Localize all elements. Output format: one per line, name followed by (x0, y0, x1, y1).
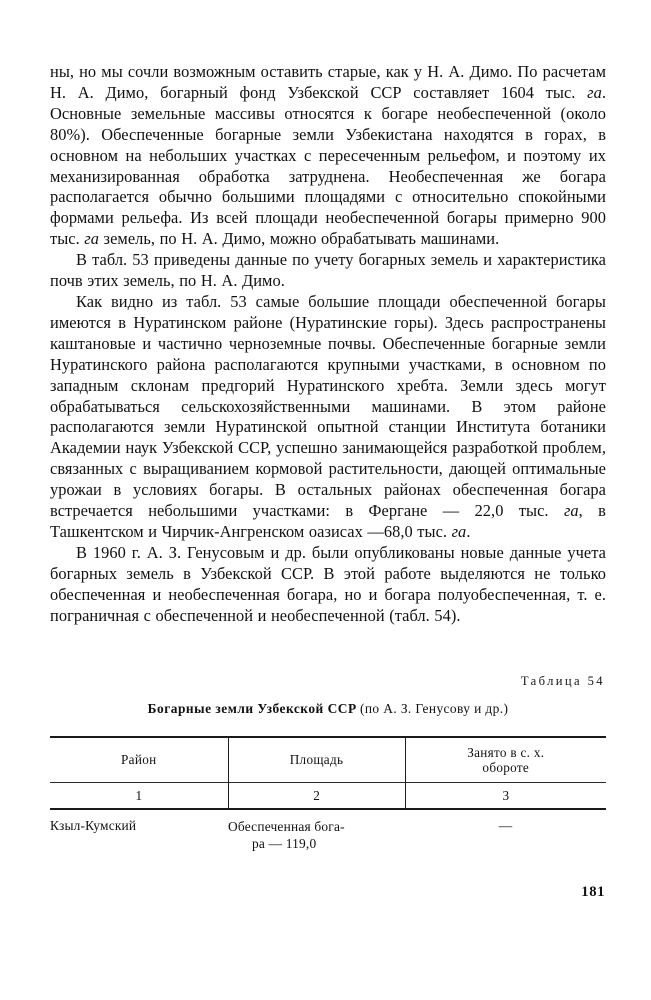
table-header-block (50, 736, 606, 810)
table-cell-area-line2: ра — 119,0 (252, 836, 317, 851)
table-cell-region: Кзыл-Кумский (50, 818, 137, 833)
table-caption-title: Богарные земли Узбекской ССР (147, 701, 357, 716)
paragraph-3 (50, 292, 606, 543)
table-cell-area (228, 818, 405, 852)
table-column-number-2: 2 (228, 783, 405, 810)
table-cell-occupied: — (498, 818, 513, 833)
table-column-number-3: 3 (405, 783, 606, 810)
paragraph-3-part-a: Как видно из табл. 53 самые большие площади обеспеченной богары имеются в Нуратинском районе (Нуратинские горы). Здесь распространены каштановые и частично черноземные почвы. Обеспеченные богарные земли Нуратинского района располагаются крупными участками, в основном по западным склонам предгорий Нуратинского хребта. Земли здесь могут обрабатываться сельскохозяйственными машинами. В этом районе располагаются земли Нуратинской опытной станции Института ботаники Академии наук Узбекской ССР, успешно занимающейся разработкой проблем, связанных с выращиванием кормовой растительности, дающей оптимальные урожаи в условиях богары. В остальных районах обеспеченная богара встречается небольшими участками: в Фергане — 22,0 тыс. (50, 291, 606, 521)
paragraph-2: В табл. 53 приведены данные по учету богарных земель и характеристика почв этих земель, по Н. А. Димо. (50, 250, 606, 291)
table-header-area: Площадь (228, 737, 405, 783)
table-body-block (50, 818, 606, 852)
unit-ga-italic-1: га (587, 82, 602, 102)
paragraph-1-part-b: . Основные земельные массивы относятся к богаре необеспеченной (около 80%). Обеспеченные богарные земли Узбекистана находятся в горах, в основном на небольших участках с пересеченным рельефом, и поэтому их механизированная обработка затруднена. Необеспеченная же богара располагается обычно большими площадями с относительно спокойными формами рельефа. Из всей площади необеспеченной богары примерно 900 тыс. (50, 82, 606, 249)
table-body-table (50, 818, 606, 852)
paragraph-3-part-c: . (466, 521, 471, 541)
table-head (50, 736, 606, 810)
paragraph-1 (50, 62, 606, 250)
table-header-occupied-line2: обороте (482, 760, 530, 775)
table-bottom-rule-3 (405, 809, 606, 810)
table-caption (50, 701, 606, 717)
table-caption-source: (по А. З. Генусову и др.) (359, 701, 509, 716)
unit-ga-italic-4: га (451, 521, 467, 541)
paragraph-4: В 1960 г. А. З. Генусовым и др. были опубликованы новые данные учета богарных земель в Узбекской ССР. В этой работе выделяются не только обеспеченная и необеспеченная богара, но и богара полуобеспеченная, т. е. пограничная с обеспеченной и необеспеченной (табл. 54). (50, 542, 606, 625)
body-text-block (50, 62, 606, 626)
paragraph-3-part-b: , в Ташкентском и Чирчик-Ангренском оазисах —68,0 тыс. (50, 501, 606, 541)
unit-ga-italic-3: га (563, 501, 579, 521)
page-number: 181 (581, 884, 605, 900)
table-bottom-rule-row (50, 809, 606, 810)
table-column-number-row (50, 783, 606, 810)
unit-ga-italic-2: га (84, 229, 99, 249)
paragraph-1-part-a: ны, но мы сочли возможным оставить старые, как у Н. А. Димо. По расчетам Н. А. Димо, богарный фонд Узбекской ССР составляет 1604 тыс. (50, 62, 606, 102)
table-column-number-1: 1 (50, 783, 228, 810)
paragraph-1-part-c: земель, по Н. А. Димо, можно обрабатывать машинами. (99, 229, 500, 249)
table-header-region: Район (50, 737, 228, 783)
table-number-label: Таблица 54 (520, 674, 605, 688)
table-bottom-rule-1 (50, 809, 228, 810)
table-header-occupied (405, 737, 606, 783)
table-header-occupied-line1: Занято в с. х. (467, 744, 545, 760)
table-bottom-rule-2 (228, 809, 405, 810)
table-cell-area-line1: Обеспеченная бога- (228, 819, 345, 834)
table-header-row (50, 737, 606, 783)
table-row (50, 818, 606, 852)
